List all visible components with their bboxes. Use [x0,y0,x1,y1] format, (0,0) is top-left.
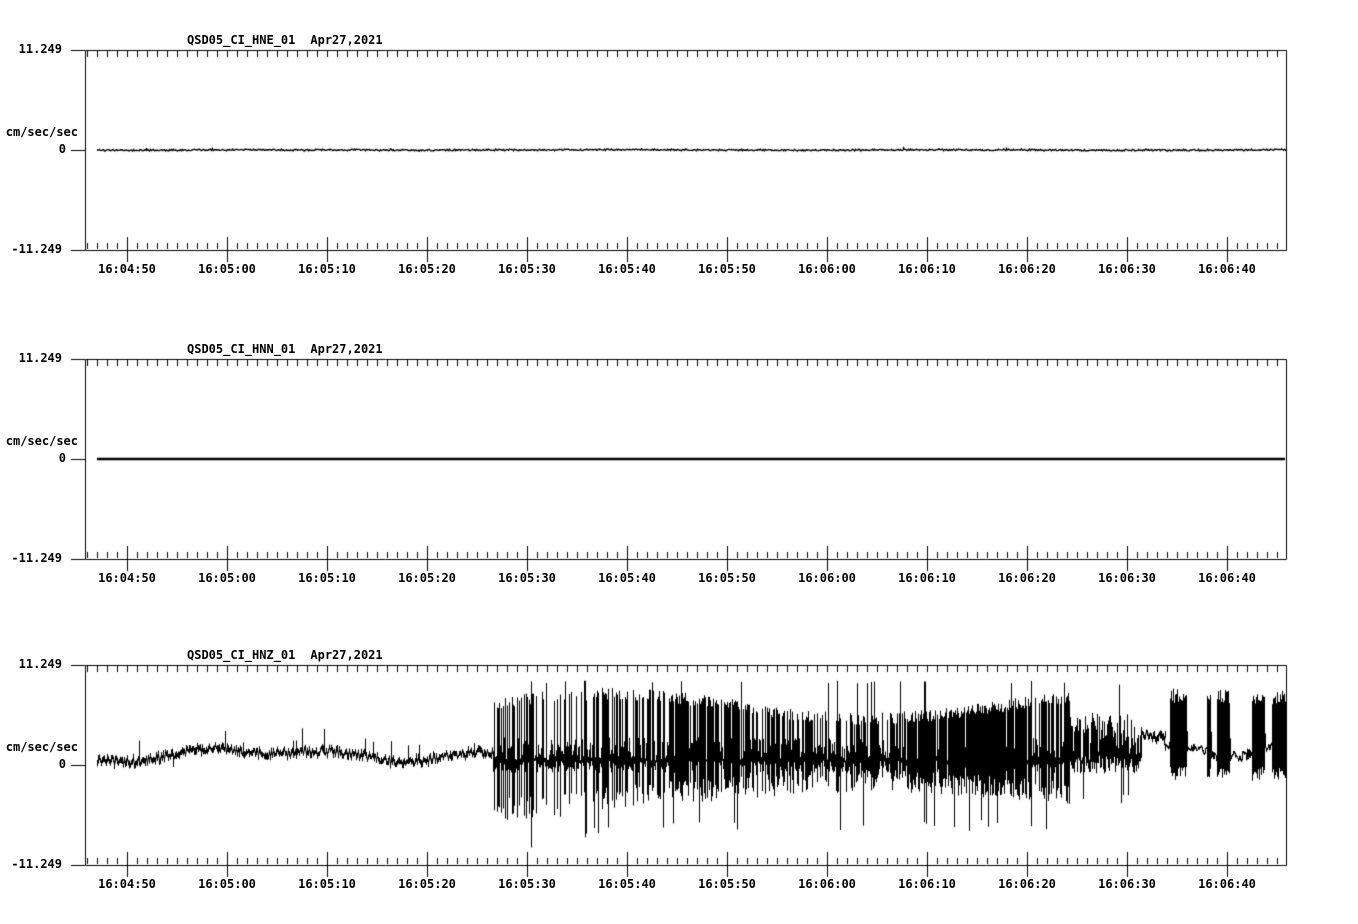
x-tick-label: 16:05:40 [598,571,656,585]
x-axis-labels [0,878,1358,892]
x-tick-label: 16:06:40 [1198,571,1256,585]
x-tick-label: 16:05:00 [198,571,256,585]
y-max-label: 11.249 [18,657,62,671]
y-axis-unit-label: cm/sec/sec [5,740,78,754]
x-tick-label: 16:06:40 [1198,262,1256,276]
x-tick-label: 16:06:30 [1098,571,1156,585]
x-tick-label: 16:06:40 [1198,877,1256,891]
x-tick-label: 16:06:20 [998,877,1056,891]
plot-title [187,649,383,662]
y-max-label: 11.249 [18,351,62,365]
x-tick-label: 16:06:00 [798,877,856,891]
x-tick-label: 16:05:00 [198,262,256,276]
x-tick-label: 16:05:10 [298,877,356,891]
x-tick-label: 16:06:30 [1098,262,1156,276]
x-tick-label: 16:05:20 [398,571,456,585]
x-tick-label: 16:05:10 [298,571,356,585]
y-min-label: -11.249 [11,857,62,871]
y-max-label: 11.249 [18,42,62,56]
y-zero-label: 0 [58,451,66,465]
x-tick-label: 16:05:40 [598,877,656,891]
x-tick-label: 16:06:20 [998,262,1056,276]
x-tick-label: 16:05:30 [498,571,556,585]
x-axis-labels [0,572,1358,586]
date-label: Apr27,2021 [310,342,383,356]
y-axis-unit-label: cm/sec/sec [5,434,78,448]
x-tick-label: 16:06:00 [798,571,856,585]
x-tick-label: 16:05:50 [698,262,756,276]
x-tick-label: 16:04:50 [98,262,156,276]
y-zero-label: 0 [58,142,66,156]
y-min-label: -11.249 [11,551,62,565]
x-tick-label: 16:05:20 [398,262,456,276]
plot-title [187,34,383,47]
x-tick-label: 16:06:10 [898,571,956,585]
date-label: Apr27,2021 [310,33,383,47]
x-tick-label: 16:05:30 [498,262,556,276]
x-tick-label: 16:06:30 [1098,877,1156,891]
x-tick-label: 16:06:10 [898,262,956,276]
x-tick-label: 16:05:10 [298,262,356,276]
x-tick-label: 16:05:50 [698,877,756,891]
x-tick-label: 16:04:50 [98,877,156,891]
plot-title [187,343,383,356]
y-min-label: -11.249 [11,242,62,256]
x-tick-label: 16:05:00 [198,877,256,891]
x-tick-label: 16:05:40 [598,262,656,276]
station-channel-label: QSD05_CI_HNZ_01 [187,648,296,662]
date-label: Apr27,2021 [310,648,383,662]
x-tick-label: 16:05:50 [698,571,756,585]
x-tick-label: 16:06:20 [998,571,1056,585]
x-tick-label: 16:05:20 [398,877,456,891]
x-axis-labels [0,263,1358,277]
x-tick-label: 16:06:00 [798,262,856,276]
x-tick-label: 16:06:10 [898,877,956,891]
y-zero-label: 0 [58,757,66,771]
x-tick-label: 16:05:30 [498,877,556,891]
station-channel-label: QSD05_CI_HNE_01 [187,33,296,47]
station-channel-label: QSD05_CI_HNN_01 [187,342,296,356]
y-axis-unit-label: cm/sec/sec [5,125,78,139]
x-tick-label: 16:04:50 [98,571,156,585]
